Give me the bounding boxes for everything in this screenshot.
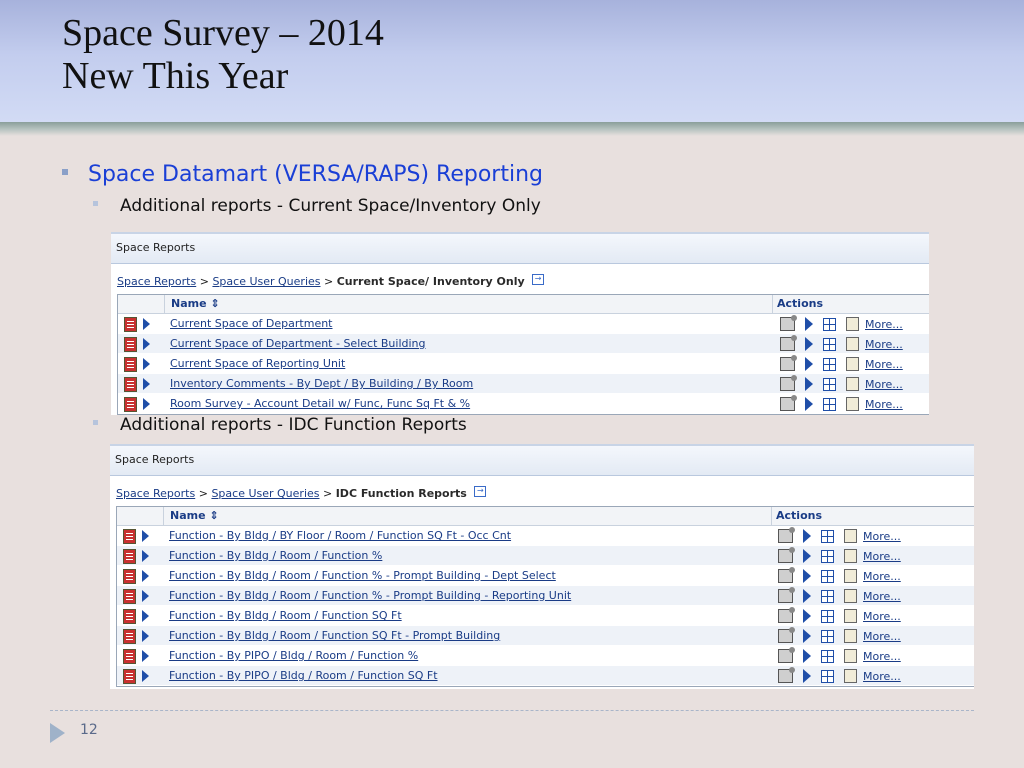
report-link[interactable]: Function - By Bldg / Room / Function SQ Ft bbox=[169, 609, 402, 622]
column-name-header[interactable]: Name ⇕ bbox=[164, 295, 220, 313]
more-link[interactable]: More... bbox=[865, 338, 903, 351]
sub-bullet-2-text: Additional reports - IDC Function Reports bbox=[120, 415, 467, 435]
run-arrow-icon[interactable] bbox=[805, 317, 813, 331]
more-link[interactable]: More... bbox=[863, 670, 901, 683]
run-arrow-icon[interactable] bbox=[803, 609, 811, 623]
run-arrow-icon[interactable] bbox=[142, 630, 149, 642]
analysis-grid-icon[interactable] bbox=[821, 570, 834, 583]
analysis-grid-icon[interactable] bbox=[821, 650, 834, 663]
table-row bbox=[117, 526, 974, 546]
bullet-square-icon bbox=[93, 420, 98, 425]
analysis-grid-icon[interactable] bbox=[821, 630, 834, 643]
report-panel-idc-function bbox=[110, 444, 974, 689]
table-row bbox=[118, 354, 929, 374]
go-link-icon[interactable]: → bbox=[532, 274, 544, 285]
run-arrow-icon[interactable] bbox=[142, 570, 149, 582]
sort-icon[interactable]: ⇕ bbox=[209, 509, 219, 522]
report-link[interactable]: Function - By PIPO / Bldg / Room / Function % bbox=[169, 649, 419, 662]
report-table bbox=[116, 506, 974, 687]
breadcrumb-space-user-queries-link[interactable]: Space User Queries bbox=[212, 275, 321, 288]
report-icon[interactable] bbox=[123, 649, 136, 664]
schedule-icon[interactable] bbox=[846, 337, 859, 351]
more-link[interactable]: More... bbox=[863, 610, 901, 623]
more-link[interactable]: More... bbox=[865, 318, 903, 331]
breadcrumb: Space Reports > Space User Queries > IDC Function Reports → bbox=[110, 476, 974, 500]
table-row bbox=[117, 566, 974, 586]
table-row bbox=[117, 606, 974, 626]
report-icon[interactable] bbox=[123, 529, 136, 544]
run-arrow-icon[interactable] bbox=[142, 670, 149, 682]
row-actions bbox=[780, 315, 903, 332]
run-arrow-icon[interactable] bbox=[143, 358, 150, 370]
table-body bbox=[118, 314, 929, 414]
analysis-grid-icon[interactable] bbox=[821, 610, 834, 623]
report-panel-current-space bbox=[111, 232, 929, 415]
run-arrow-icon[interactable] bbox=[803, 569, 811, 583]
run-arrow-icon[interactable] bbox=[142, 550, 149, 562]
run-arrow-icon[interactable] bbox=[803, 649, 811, 663]
schedule-icon[interactable] bbox=[844, 589, 857, 603]
row-actions bbox=[778, 587, 901, 604]
properties-icon[interactable] bbox=[778, 669, 793, 683]
run-arrow-icon[interactable] bbox=[803, 589, 811, 603]
analysis-grid-icon[interactable] bbox=[823, 338, 836, 351]
table-row bbox=[117, 546, 974, 566]
schedule-icon[interactable] bbox=[844, 649, 857, 663]
report-icon[interactable] bbox=[123, 569, 136, 584]
report-icon[interactable] bbox=[124, 397, 137, 412]
table-header bbox=[117, 507, 974, 526]
slide-title-line-2: New This Year bbox=[62, 55, 289, 97]
report-icon[interactable] bbox=[124, 317, 137, 332]
sub-bullet-1 bbox=[93, 196, 541, 216]
report-icon[interactable] bbox=[123, 609, 136, 624]
table-row bbox=[117, 646, 974, 666]
table-row bbox=[117, 586, 974, 606]
footer-divider bbox=[50, 710, 974, 711]
schedule-icon[interactable] bbox=[844, 549, 857, 563]
row-actions bbox=[778, 527, 901, 544]
table-header bbox=[118, 295, 929, 314]
table-row bbox=[117, 666, 974, 686]
more-link[interactable]: More... bbox=[865, 358, 903, 371]
run-arrow-icon[interactable] bbox=[143, 378, 150, 390]
panel-title: Space Reports bbox=[111, 234, 929, 264]
analysis-grid-icon[interactable] bbox=[821, 670, 834, 683]
slide-title bbox=[62, 12, 384, 98]
run-arrow-icon[interactable] bbox=[805, 397, 813, 411]
column-name-header[interactable]: Name ⇕ bbox=[163, 507, 219, 525]
more-link[interactable]: More... bbox=[865, 398, 903, 411]
report-icon[interactable] bbox=[123, 589, 136, 604]
row-actions bbox=[778, 667, 901, 684]
properties-icon[interactable] bbox=[780, 397, 795, 411]
schedule-icon[interactable] bbox=[846, 377, 859, 391]
more-link[interactable]: More... bbox=[865, 378, 903, 391]
schedule-icon[interactable] bbox=[844, 669, 857, 683]
report-link[interactable]: Current Space of Department - Select Building bbox=[170, 337, 426, 350]
properties-icon[interactable] bbox=[780, 357, 795, 371]
table-row bbox=[118, 394, 929, 414]
go-link-icon[interactable]: → bbox=[474, 486, 486, 497]
properties-icon[interactable] bbox=[778, 589, 793, 603]
table-row bbox=[118, 374, 929, 394]
report-link[interactable]: Function - By Bldg / Room / Function % bbox=[169, 549, 383, 562]
sub-bullet-2 bbox=[93, 415, 467, 435]
row-actions bbox=[778, 607, 901, 624]
report-link[interactable]: Function - By Bldg / BY Floor / Room / Function SQ Ft - Occ Cnt bbox=[169, 529, 512, 542]
properties-icon[interactable] bbox=[778, 629, 793, 643]
report-icon[interactable] bbox=[123, 549, 136, 564]
report-link[interactable]: Function - By Bldg / Room / Function % - Prompt Building - Reporting Unit bbox=[169, 589, 572, 602]
breadcrumb-space-user-queries-link[interactable]: Space User Queries bbox=[211, 487, 320, 500]
title-band-rule bbox=[0, 122, 1024, 136]
run-arrow-icon[interactable] bbox=[803, 549, 811, 563]
more-link[interactable]: More... bbox=[863, 630, 901, 643]
run-arrow-icon[interactable] bbox=[805, 377, 813, 391]
analysis-grid-icon[interactable] bbox=[821, 550, 834, 563]
properties-icon[interactable] bbox=[778, 549, 793, 563]
properties-icon[interactable] bbox=[780, 317, 795, 331]
report-icon[interactable] bbox=[123, 629, 136, 644]
column-actions-header: Actions bbox=[771, 507, 822, 525]
sub-bullet-1-text: Additional reports - Current Space/Inventory Only bbox=[120, 196, 541, 216]
run-arrow-icon[interactable] bbox=[142, 610, 149, 622]
main-bullet bbox=[62, 162, 543, 187]
breadcrumb-current: IDC Function Reports bbox=[335, 487, 467, 500]
analysis-grid-icon[interactable] bbox=[823, 358, 836, 371]
run-arrow-icon[interactable] bbox=[803, 669, 811, 683]
report-link[interactable]: Function - By PIPO / Bldg / Room / Function SQ Ft bbox=[169, 669, 438, 682]
breadcrumb-space-reports-link[interactable]: Space Reports bbox=[116, 487, 196, 500]
run-arrow-icon[interactable] bbox=[805, 357, 813, 371]
properties-icon[interactable] bbox=[778, 529, 793, 543]
row-actions bbox=[778, 567, 901, 584]
run-arrow-icon[interactable] bbox=[803, 629, 811, 643]
row-actions bbox=[778, 547, 901, 564]
sort-icon[interactable]: ⇕ bbox=[210, 297, 220, 310]
breadcrumb-space-reports-link[interactable]: Space Reports bbox=[117, 275, 197, 288]
column-actions-header: Actions bbox=[772, 295, 823, 313]
report-link[interactable]: Function - By Bldg / Room / Function % - Prompt Building - Dept Select bbox=[169, 569, 556, 582]
report-link[interactable]: Room Survey - Account Detail w/ Func, Func Sq Ft & % bbox=[170, 397, 471, 410]
report-icon[interactable] bbox=[124, 337, 137, 352]
more-link[interactable]: More... bbox=[863, 570, 901, 583]
page-number: 12 bbox=[80, 722, 98, 738]
row-actions bbox=[780, 335, 903, 352]
footer-triangle-icon bbox=[50, 723, 65, 743]
main-bullet-text: Space Datamart (VERSA/RAPS) Reporting bbox=[88, 162, 543, 187]
run-arrow-icon[interactable] bbox=[142, 530, 149, 542]
schedule-icon[interactable] bbox=[844, 569, 857, 583]
report-icon[interactable] bbox=[123, 669, 136, 684]
schedule-icon[interactable] bbox=[844, 609, 857, 623]
properties-icon[interactable] bbox=[778, 569, 793, 583]
report-link[interactable]: Function - By Bldg / Room / Function SQ Ft - Prompt Building bbox=[169, 629, 501, 642]
row-actions bbox=[778, 647, 901, 664]
table-row bbox=[118, 314, 929, 334]
table-body bbox=[117, 526, 974, 686]
table-row bbox=[117, 626, 974, 646]
row-actions bbox=[780, 375, 903, 392]
analysis-grid-icon[interactable] bbox=[823, 398, 836, 411]
properties-icon[interactable] bbox=[778, 649, 793, 663]
schedule-icon[interactable] bbox=[844, 629, 857, 643]
schedule-icon[interactable] bbox=[846, 357, 859, 371]
run-arrow-icon[interactable] bbox=[143, 318, 150, 330]
report-link[interactable]: Current Space of Reporting Unit bbox=[170, 357, 346, 370]
run-arrow-icon[interactable] bbox=[142, 650, 149, 662]
breadcrumb-current: Current Space/ Inventory Only bbox=[336, 275, 525, 288]
properties-icon[interactable] bbox=[780, 337, 795, 351]
analysis-grid-icon[interactable] bbox=[823, 318, 836, 331]
report-link[interactable]: Inventory Comments - By Dept / By Building / By Room bbox=[170, 377, 474, 390]
more-link[interactable]: More... bbox=[863, 530, 901, 543]
report-icon[interactable] bbox=[124, 357, 137, 372]
run-arrow-icon[interactable] bbox=[803, 529, 811, 543]
run-arrow-icon[interactable] bbox=[143, 338, 150, 350]
more-link[interactable]: More... bbox=[863, 550, 901, 563]
slide-title-line-1: Space Survey – 2014 bbox=[62, 12, 384, 54]
report-link[interactable]: Current Space of Department bbox=[170, 317, 333, 330]
analysis-grid-icon[interactable] bbox=[823, 378, 836, 391]
schedule-icon[interactable] bbox=[846, 317, 859, 331]
schedule-icon[interactable] bbox=[846, 397, 859, 411]
row-actions bbox=[780, 355, 903, 372]
run-arrow-icon[interactable] bbox=[142, 590, 149, 602]
properties-icon[interactable] bbox=[778, 609, 793, 623]
panel-title: Space Reports bbox=[110, 446, 974, 476]
bullet-square-icon bbox=[93, 201, 98, 206]
properties-icon[interactable] bbox=[780, 377, 795, 391]
more-link[interactable]: More... bbox=[863, 650, 901, 663]
schedule-icon[interactable] bbox=[844, 529, 857, 543]
report-table bbox=[117, 294, 929, 415]
more-link[interactable]: More... bbox=[863, 590, 901, 603]
report-icon[interactable] bbox=[124, 377, 137, 392]
run-arrow-icon[interactable] bbox=[143, 398, 150, 410]
table-row bbox=[118, 334, 929, 354]
run-arrow-icon[interactable] bbox=[805, 337, 813, 351]
analysis-grid-icon[interactable] bbox=[821, 530, 834, 543]
row-actions bbox=[778, 627, 901, 644]
row-actions bbox=[780, 395, 903, 412]
analysis-grid-icon[interactable] bbox=[821, 590, 834, 603]
bullet-square-icon bbox=[62, 169, 68, 175]
breadcrumb: Space Reports > Space User Queries > Current Space/ Inventory Only → bbox=[111, 264, 929, 288]
